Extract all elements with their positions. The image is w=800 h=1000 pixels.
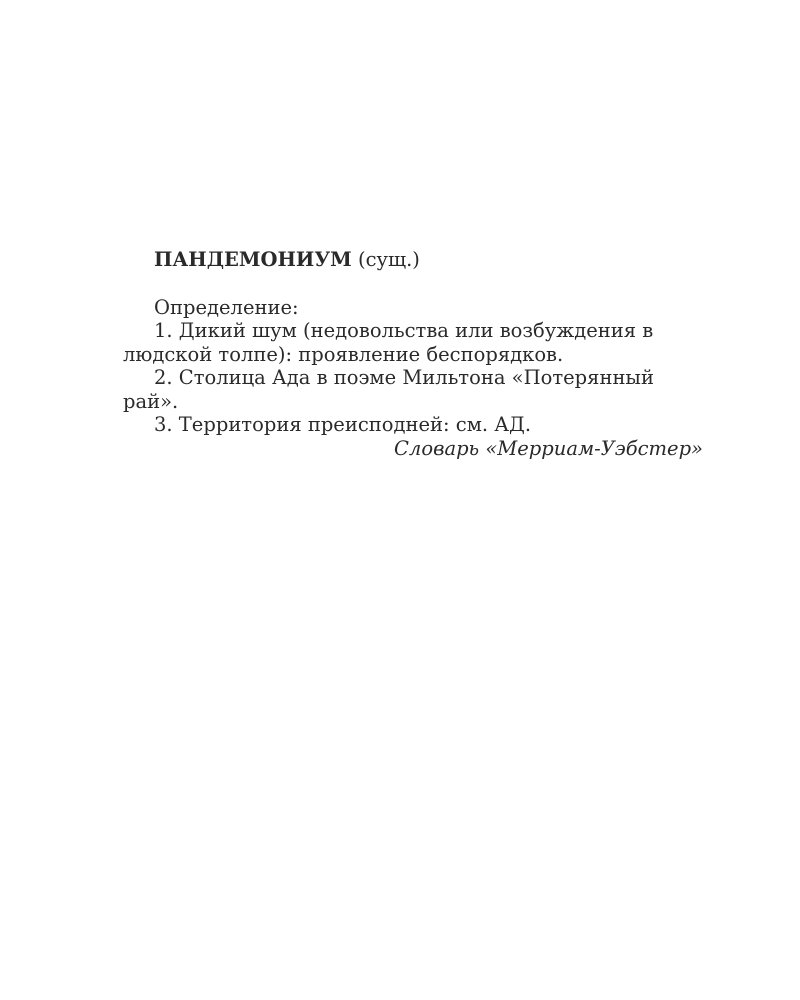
headword: ПАНДЕМОНИУМ [154,248,352,271]
source-citation: Словарь «Мерриам-Уэбстер» [394,436,703,460]
dictionary-entry [123,248,713,460]
entry-title-line [123,248,713,272]
definition-heading: Определение: [154,295,299,319]
part-of-speech: (сущ.) [351,248,420,271]
definition-1: 1. Дикий шум (недовольства или возбуждения в людской толпе): проявление беспорядков. [123,319,654,366]
definition-2: 2. Столица Ада в поэме Мильтона «Потерянный рай». [123,366,654,413]
definition-3: 3. Территория преисподней: см. АД. [154,413,532,436]
spacer [123,272,713,296]
